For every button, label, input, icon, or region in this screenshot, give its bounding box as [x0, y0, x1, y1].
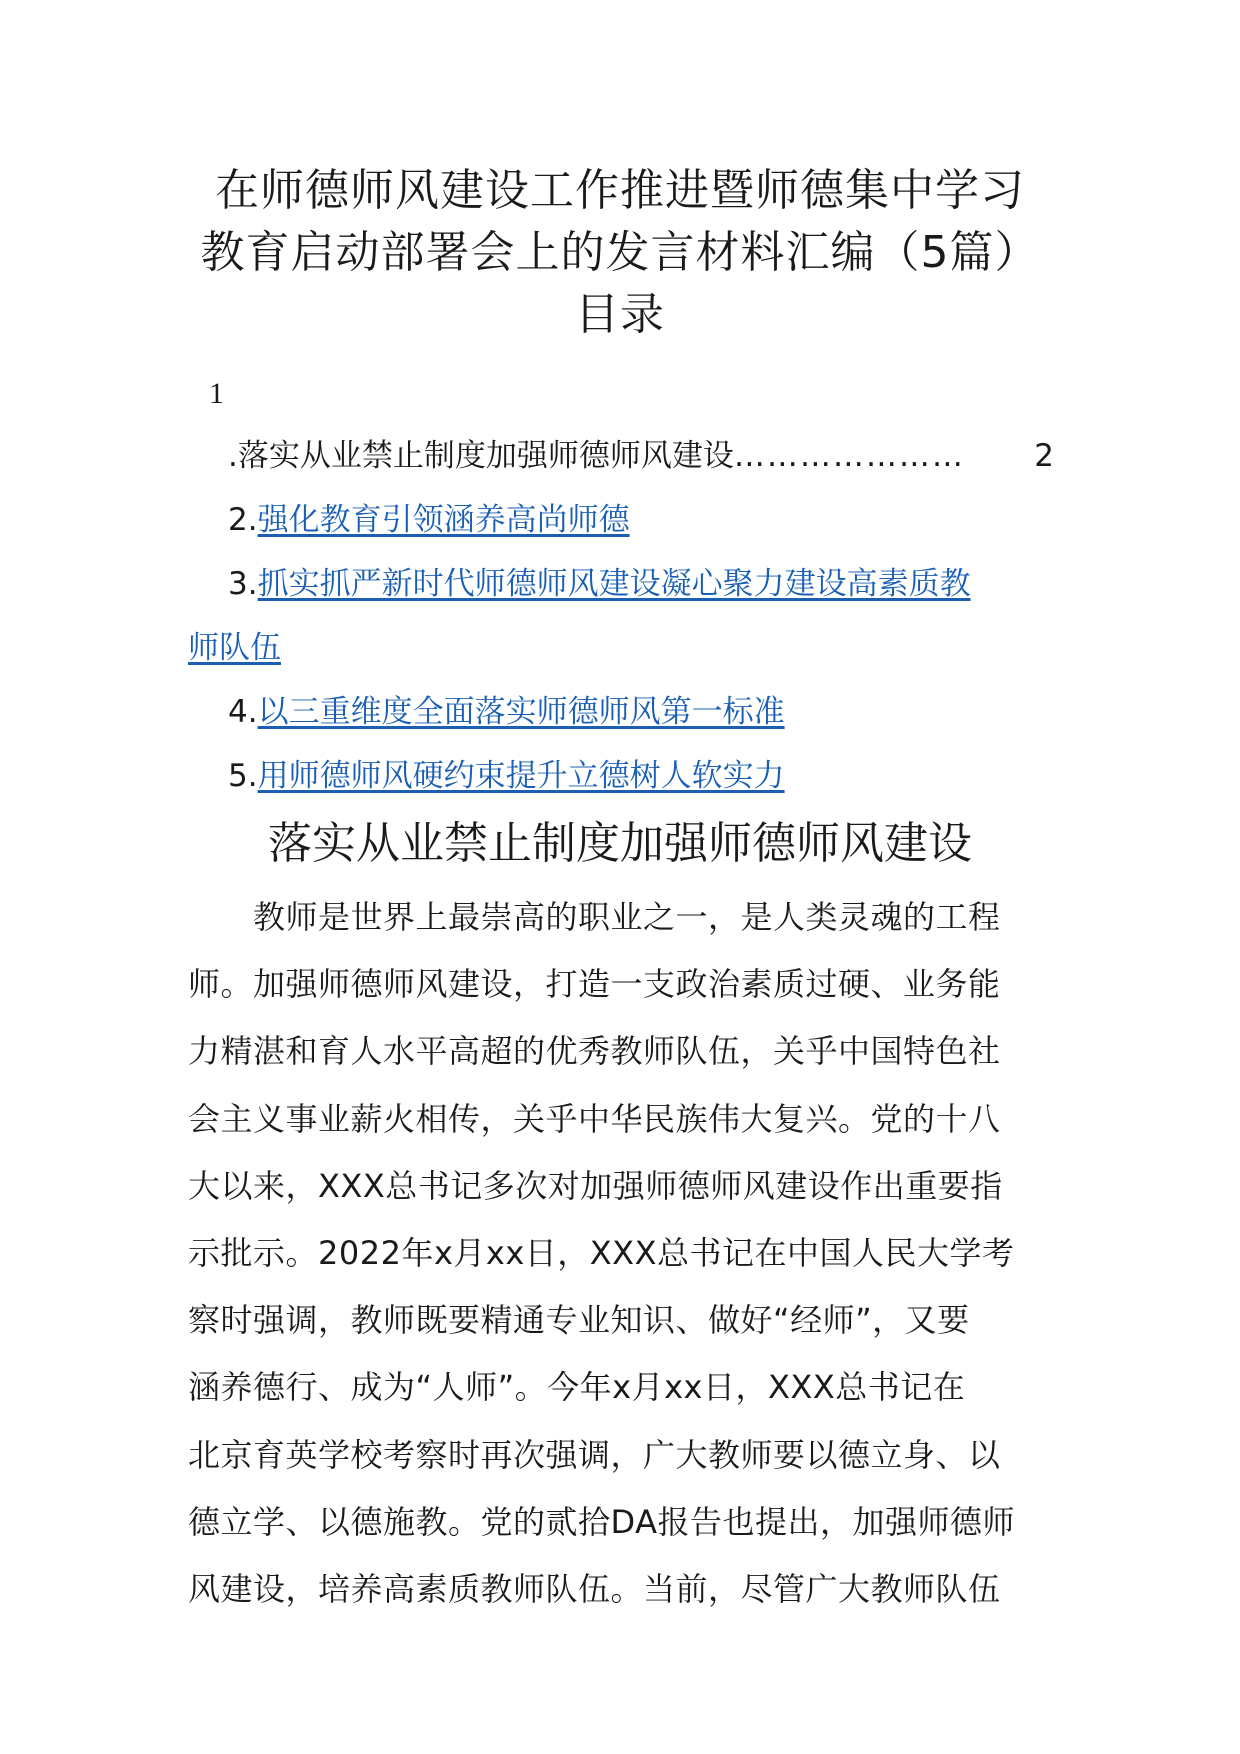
toc-link[interactable]: 用师德师风硬约束提升立德树人软实力 — [257, 758, 785, 794]
toc-item-number: 3. — [228, 566, 258, 602]
body-line: 德立学、以德施教。党的贰拾DA报告也提出，加强师德师 — [188, 1502, 1015, 1541]
toc-link[interactable]: 强化教育引领涵养高尚师德 — [257, 502, 630, 538]
document-title — [0, 160, 1240, 346]
toc-item-number: 4. — [228, 694, 258, 730]
body-line: 风建设，培养高素质教师队伍。当前，尽管广大教师队伍 — [188, 1569, 1001, 1608]
toc-link-continuation[interactable]: 师队伍 — [188, 630, 281, 666]
title-line: 在师德师风建设工作推进暨师德集中学习 — [215, 165, 1025, 216]
body-line: 师。加强师德师风建设，打造一支政治素质过硬、业务能 — [188, 965, 1001, 1004]
toc-item-1-label: .落实从业禁止制度加强师德师风建设 — [228, 438, 734, 474]
toc-leading-number: 1 — [209, 377, 224, 410]
toc-heading: 目录 — [575, 289, 665, 340]
toc-link[interactable]: 以三重维度全面落实师德师风第一标准 — [257, 694, 785, 730]
toc-item-2[interactable] — [228, 494, 1094, 539]
body-line: 察时强调，教师既要精通专业知识、做好“经师”，又要 — [188, 1301, 970, 1340]
body-paragraph — [188, 884, 1054, 1623]
toc-item-5[interactable] — [228, 750, 1094, 795]
body-line: 示批示。2022年x月xx日，XXX总书记在中国人民大学考 — [188, 1233, 1015, 1272]
body-line: 北京育英学校考察时再次强调，广大教师要以德立身、以 — [188, 1435, 1001, 1474]
toc-dot-leader: ………………… — [733, 438, 965, 474]
body-line: 会主义事业薪火相传，关乎中华民族伟大复兴。党的十八 — [188, 1099, 1001, 1138]
body-line: 教师是世界上最崇高的职业之一，是人类灵魂的工程 — [188, 898, 1001, 936]
toc-item-number: 2. — [228, 502, 258, 538]
section-heading: 落实从业禁止制度加强师德师风建设 — [268, 818, 972, 869]
title-line: 教育启动部署会上的发言材料汇编（5篇） — [200, 227, 1040, 278]
toc-link[interactable]: 抓实抓严新时代师德师风建设凝心聚力建设高素质教 — [257, 566, 971, 602]
toc-item-1[interactable] — [228, 430, 1054, 475]
toc-page-number: 2 — [1034, 438, 1054, 474]
toc-item-number: 5. — [228, 758, 258, 794]
toc-item-4[interactable] — [228, 686, 1094, 731]
body-line: 力精湛和育人水平高超的优秀教师队伍，关乎中国特色社 — [188, 1032, 1001, 1071]
toc-item-3[interactable] — [228, 558, 1094, 603]
body-line: 大以来，XXX总书记多次对加强师德师风建设作出重要指 — [188, 1166, 1003, 1205]
body-line: 涵养德行、成为“人师”。今年x月xx日，XXX总书记在 — [188, 1368, 966, 1407]
